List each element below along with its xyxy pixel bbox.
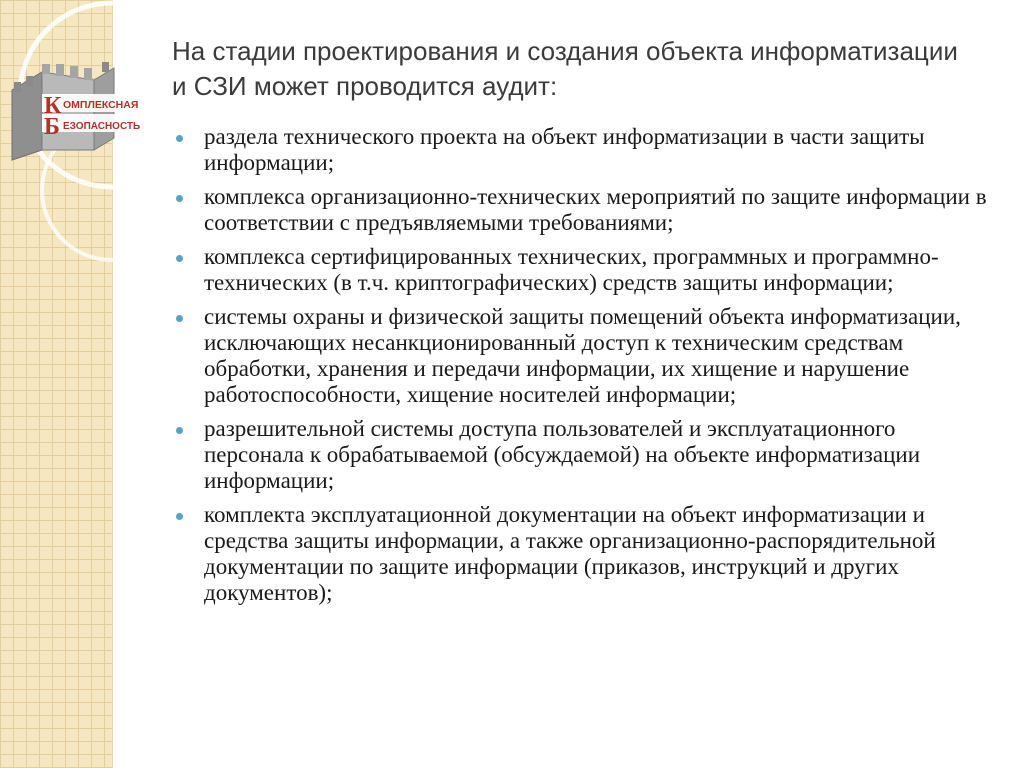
list-item	[176, 244, 996, 296]
bullet-text: разрешительной системы доступа пользователей и эксплуатационного персонала к обрабатываемой (обсуждаемой) на объекте информатизации информации;	[204, 416, 921, 493]
bullet-text: комплекта эксплуатационной документации на объект информатизации и средства защиты информации, а также организационно-распорядительной документации по защите информации (приказов, инструкций и других документов);	[204, 502, 936, 605]
list-item	[176, 416, 996, 494]
slide-title: На стадии проектирования и создания объекта информатизации и СЗИ может проводится аудит:	[172, 36, 958, 101]
logo-letter-b: Б	[44, 114, 60, 140]
bullet-dot-icon	[176, 195, 183, 202]
list-item	[176, 184, 996, 236]
bullet-dot-icon	[176, 135, 183, 142]
logo-word-top: ОМПЛЕКСНАЯ	[63, 99, 139, 111]
bullet-text: комплекса сертифицированных технических, программных и программно-технических (в т.ч. криптографических) средств защиты информации;	[204, 244, 939, 295]
bullet-dot-icon	[176, 427, 183, 434]
logo-letter-k: К	[44, 93, 62, 119]
list-item	[176, 502, 996, 606]
bullet-text: комплекса организационно-технических мероприятий по защите информации в соответствии с предъявляемыми требованиями;	[204, 184, 987, 235]
bullet-text: системы охраны и физической защиты помещений объекта информатизации, исключающих несанкционированный доступ к техническим средствам обработки, хранения и передачи информации, их хищение и нарушение работоспособности, хищение носителей информации;	[204, 304, 961, 407]
company-logo	[2, 50, 162, 170]
list-item	[176, 304, 996, 408]
logo-word-bottom: ЕЗОПАСНОСТЬ	[63, 121, 141, 132]
bullet-list	[176, 124, 996, 614]
bullet-text: раздела технического проекта на объект информатизации в части защиты информации;	[204, 124, 925, 175]
bullet-dot-icon	[176, 255, 183, 262]
bullet-dot-icon	[176, 513, 183, 520]
bullet-dot-icon	[176, 315, 183, 322]
list-item	[176, 124, 996, 176]
